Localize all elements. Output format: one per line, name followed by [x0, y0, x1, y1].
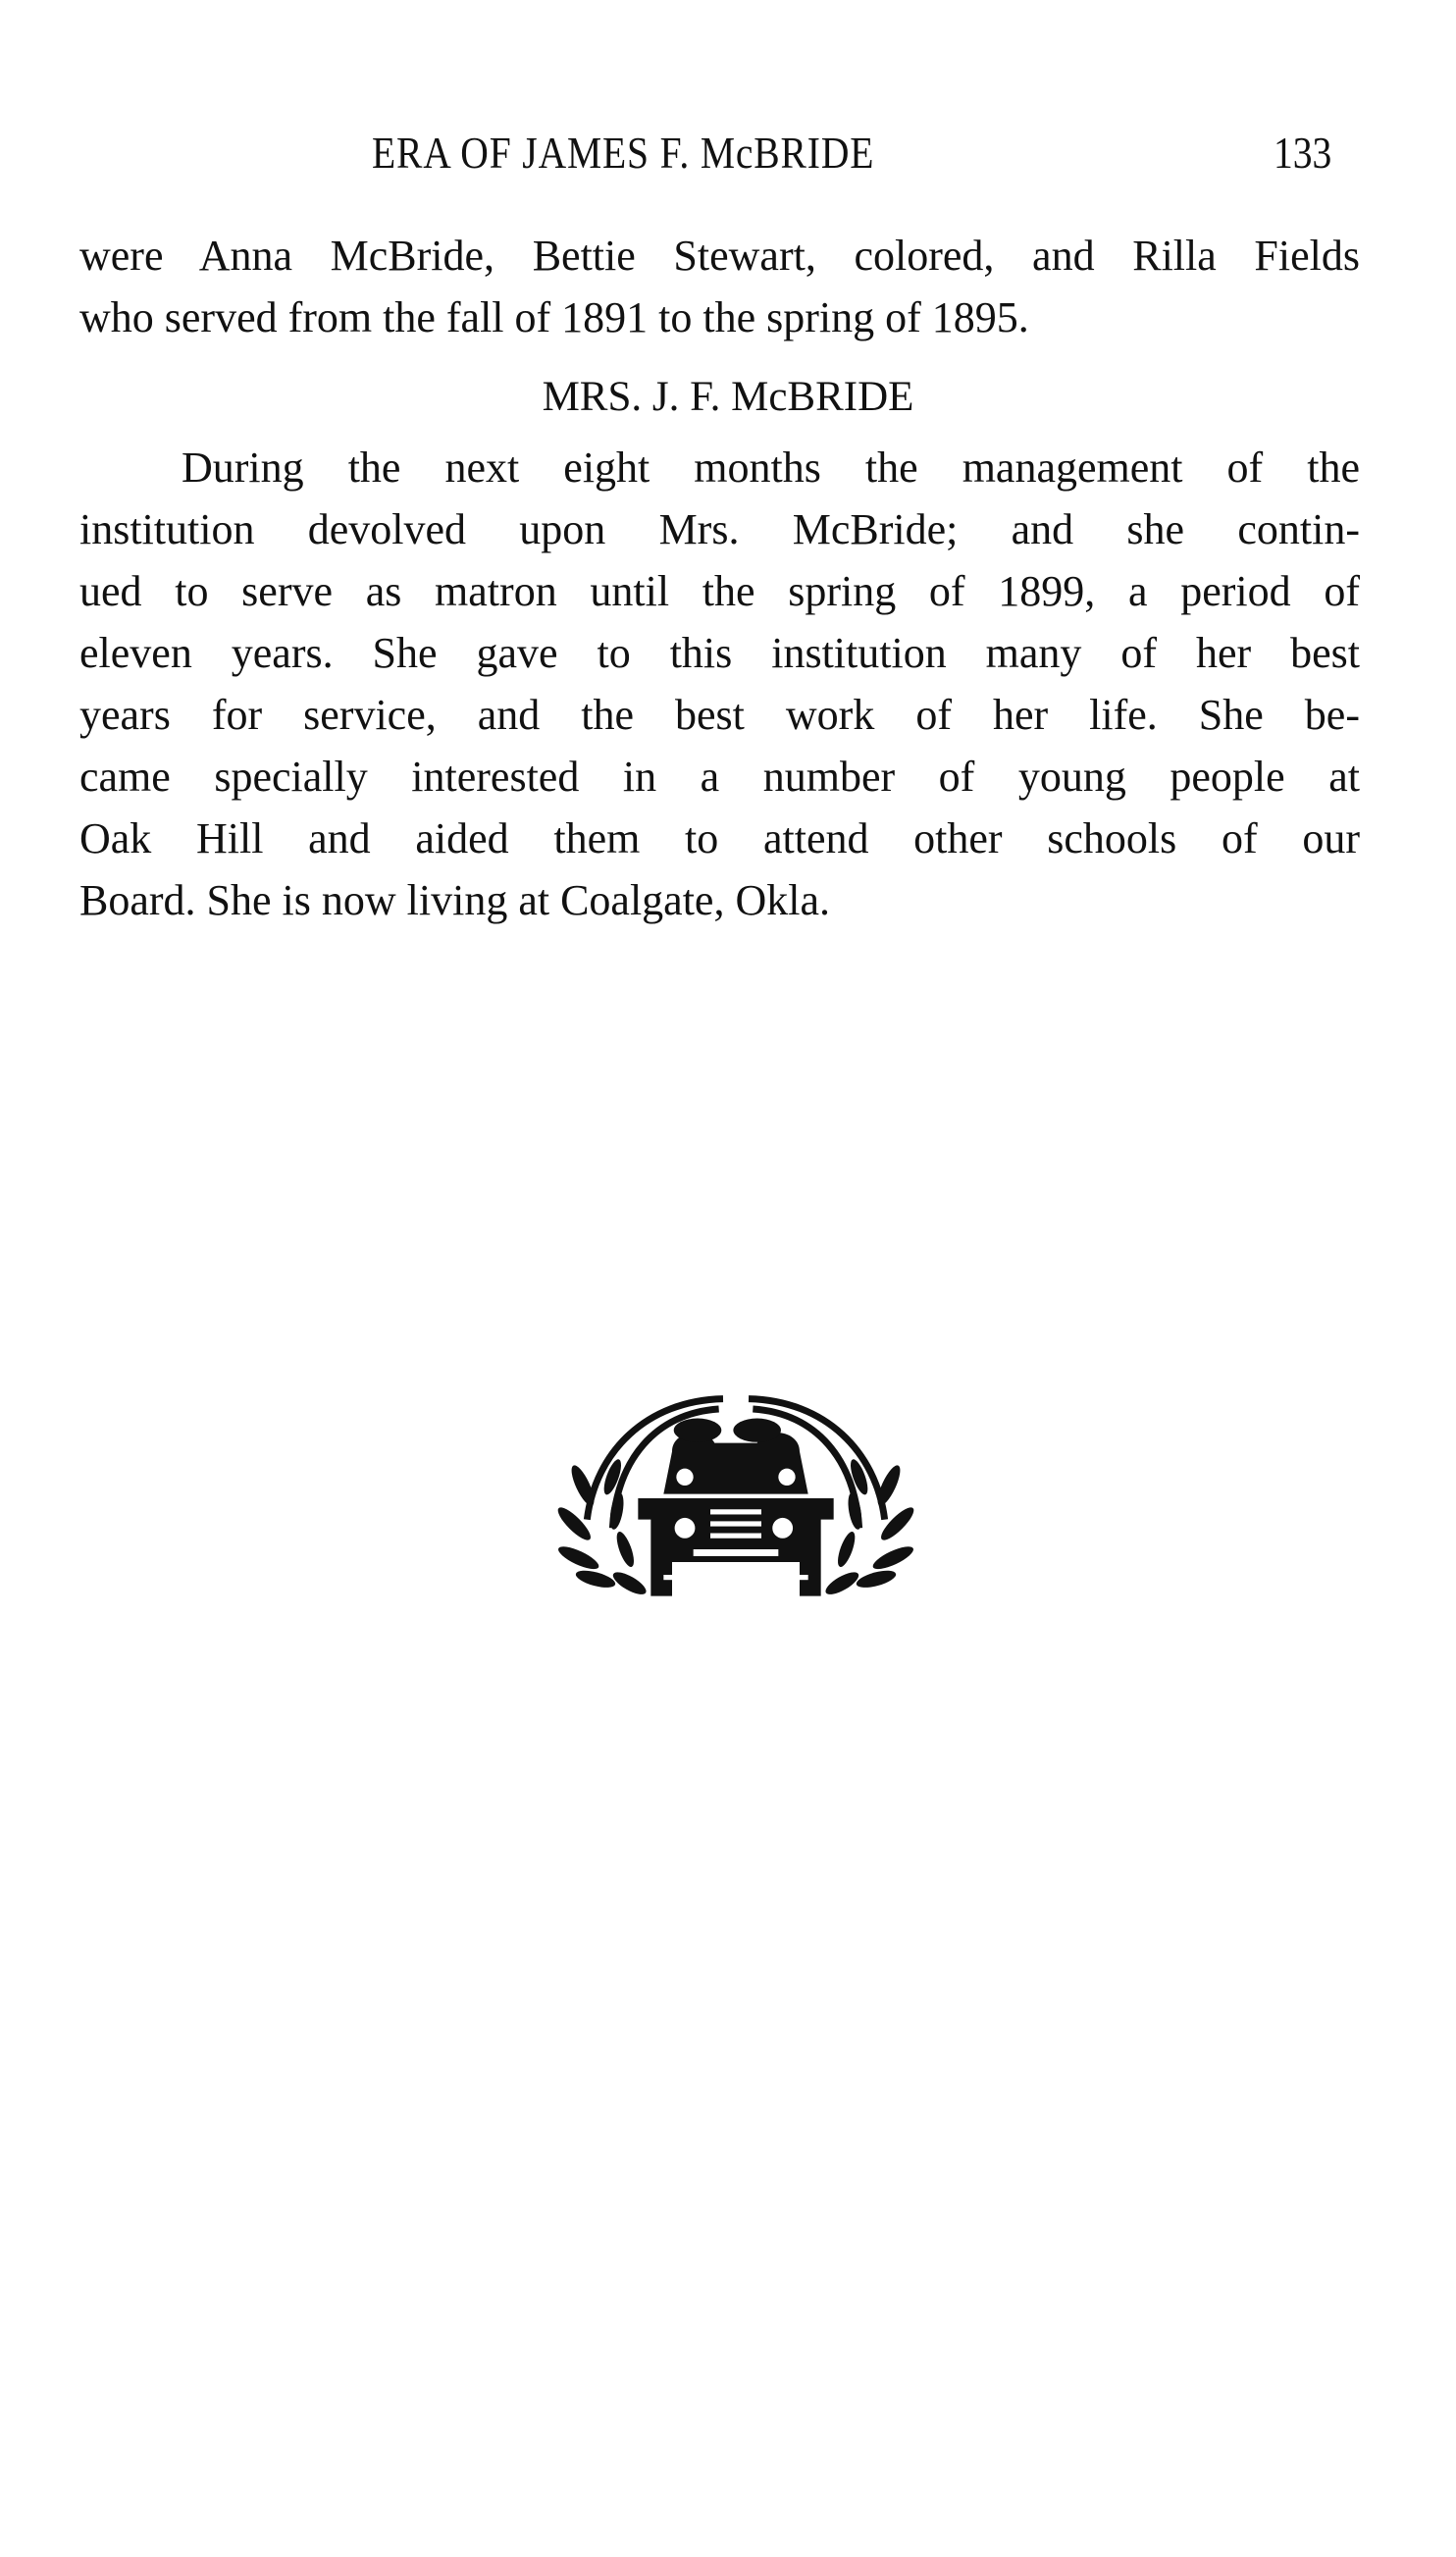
- body-line: Oak Hill and aided them to attend other schools of our: [79, 814, 1360, 862]
- page-number: 133: [1274, 128, 1332, 178]
- body-line: eleven years. She gave to this institution many of her best: [79, 629, 1360, 677]
- body-line: Board. She is now living at Coalgate, Okla.: [79, 876, 830, 924]
- wreath-automobile-ornament: [538, 1383, 934, 1639]
- section-heading: MRS. J. F. McBRIDE: [542, 374, 914, 420]
- body-line: who served from the fall of 1891 to the spring of 1895.: [79, 293, 1029, 341]
- body-line: During the next eight months the management of the: [182, 444, 1360, 492]
- body-line: years for service, and the best work of her life. She be-: [79, 691, 1360, 739]
- body-line: ued to serve as matron until the spring of 1899, a period of: [79, 567, 1360, 615]
- body-line: institution devolved upon Mrs. McBride; and she contin-: [79, 505, 1360, 553]
- body-line: came specially interested in a number of young people at: [79, 753, 1360, 801]
- body-line: were Anna McBride, Bettie Stewart, colored, and Rilla Fields: [79, 232, 1360, 280]
- running-head: ERA OF JAMES F. McBRIDE: [372, 128, 875, 178]
